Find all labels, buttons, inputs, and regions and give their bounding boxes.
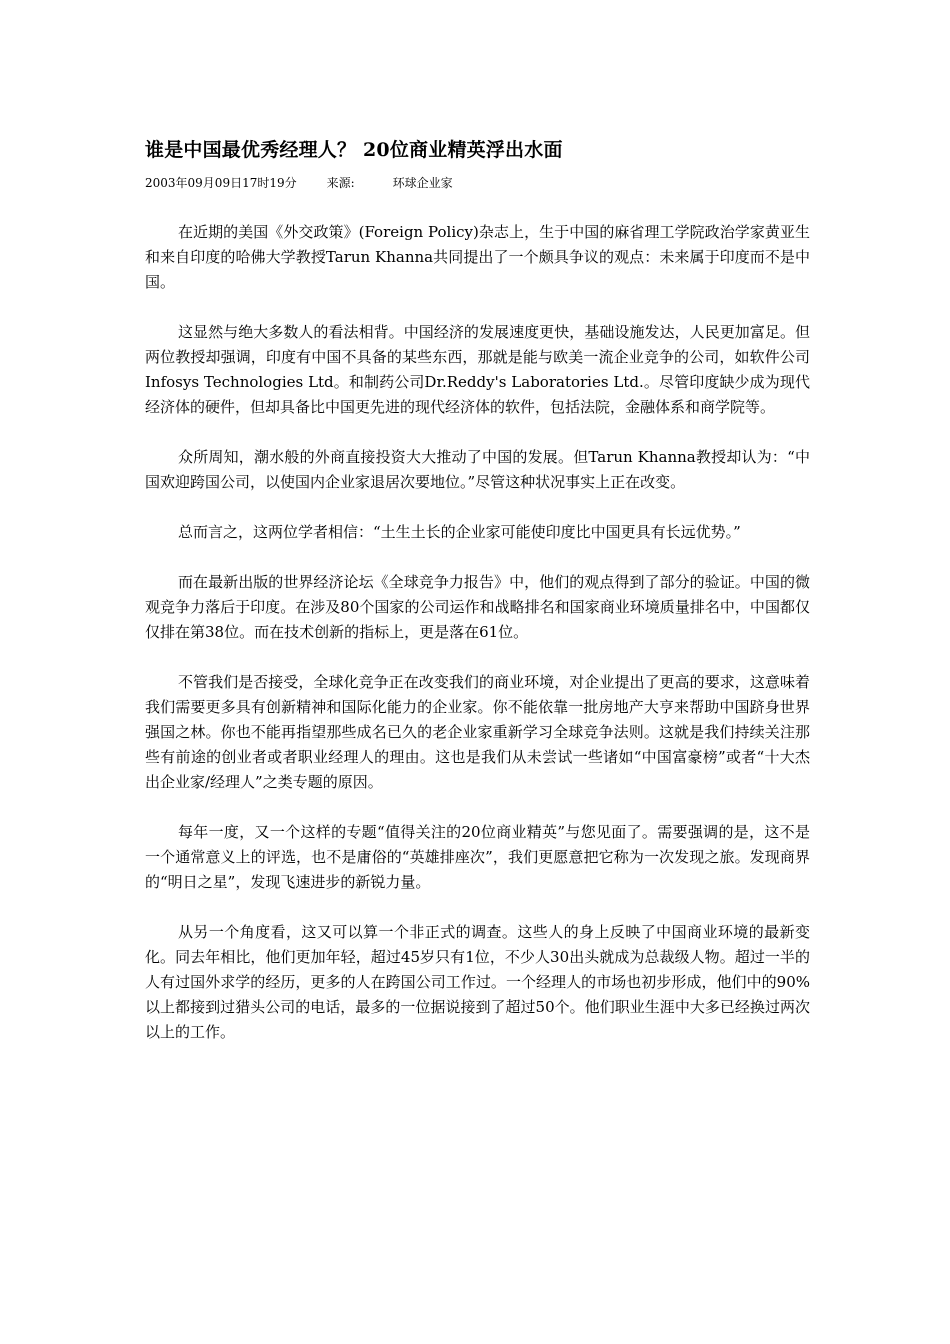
paragraph-7: 每年一度，又一个这样的专题“值得关注的20位商业精英”与您见面了。需要强调的是，这不是一个通常意义上的评选，也不是庸俗的“英雄排座次”，我们更愿意把它称为一次发现之旅。发现商界的“明日之星”，发现飞速进步的新锐力量。	[145, 823, 810, 891]
paragraph-4: 总而言之，这两位学者相信：“土生土长的企业家可能使印度比中国更具有长远优势。”	[178, 523, 741, 541]
paragraph-6: 不管我们是否接受，全球化竞争正在改变我们的商业环境，对企业提出了更高的要求，这意味着我们需要更多具有创新精神和国际化能力的企业家。你不能依靠一批房地产大亨来帮助中国跻身世界强国之林。你也不能再指望那些成名已久的老企业家重新学习全球竞争法则。这就是我们持续关注那些有前途的创业者或者职业经理人的理由。这也是我们从未尝试一些诸如“中国富豪榜”或者“十大杰出企业家/经理人”之类专题的原因。	[145, 673, 810, 791]
paragraph-5: 而在最新出版的世界经济论坛《全球竞争力报告》中，他们的观点得到了部分的验证。中国的微观竞争力落后于印度。在涉及80个国家的公司运作和战略排名和国家商业环境质量排名中，中国都仅仅排在第38位。而在技术创新的指标上，更是落在61位。	[145, 573, 810, 641]
article-title: 谁是中国最优秀经理人？ 20位商业精英浮出水面	[145, 139, 563, 161]
article-body	[145, 220, 810, 1045]
paragraph-1: 在近期的美国《外交政策》(Foreign Policy)杂志上，生于中国的麻省理工学院政治学家黄亚生和来自印度的哈佛大学教授Tarun Khanna共同提出了一个颇具争议的观点：未来属于印度而不是中国。	[145, 223, 810, 291]
source-value: 环球企业家	[392, 176, 453, 190]
article-meta	[145, 174, 810, 192]
article	[145, 134, 810, 1070]
paragraph-2: 这显然与绝大多数人的看法相背。中国经济的发展速度更快，基础设施发达，人民更加富足。但两位教授却强调，印度有中国不具备的某些东西，那就是能与欧美一流企业竞争的公司，如软件公司Infosys Technologies Ltd。和制药公司Dr.Reddy's Laboratories Ltd.。尽管印度缺少成为现代经济体的硬件，但却具备比中国更先进的现代经济体的软件，包括法院，金融体系和商学院等。	[145, 323, 810, 416]
paragraph-3: 众所周知，潮水般的外商直接投资大大推动了中国的发展。但Tarun Khanna教授却认为：“中国欢迎跨国公司，以使国内企业家退居次要地位。”尽管这种状况事实上正在改变。	[145, 448, 810, 491]
paragraph-8: 从另一个角度看，这又可以算一个非正式的调查。这些人的身上反映了中国商业环境的最新变化。同去年相比，他们更加年轻，超过45岁只有1位，不少人30出头就成为总裁级人物。超过一半的人有过国外求学的经历，更多的人在跨国公司工作过。一个经理人的市场也初步形成，他们中的90%以上都接到过猎头公司的电话，最多的一位据说接到了超过50个。他们职业生涯中大多已经换过两次以上的工作。	[145, 923, 810, 1041]
publish-datetime: 2003年09月09日17时19分	[145, 176, 297, 190]
source-label: 来源:	[326, 176, 355, 190]
